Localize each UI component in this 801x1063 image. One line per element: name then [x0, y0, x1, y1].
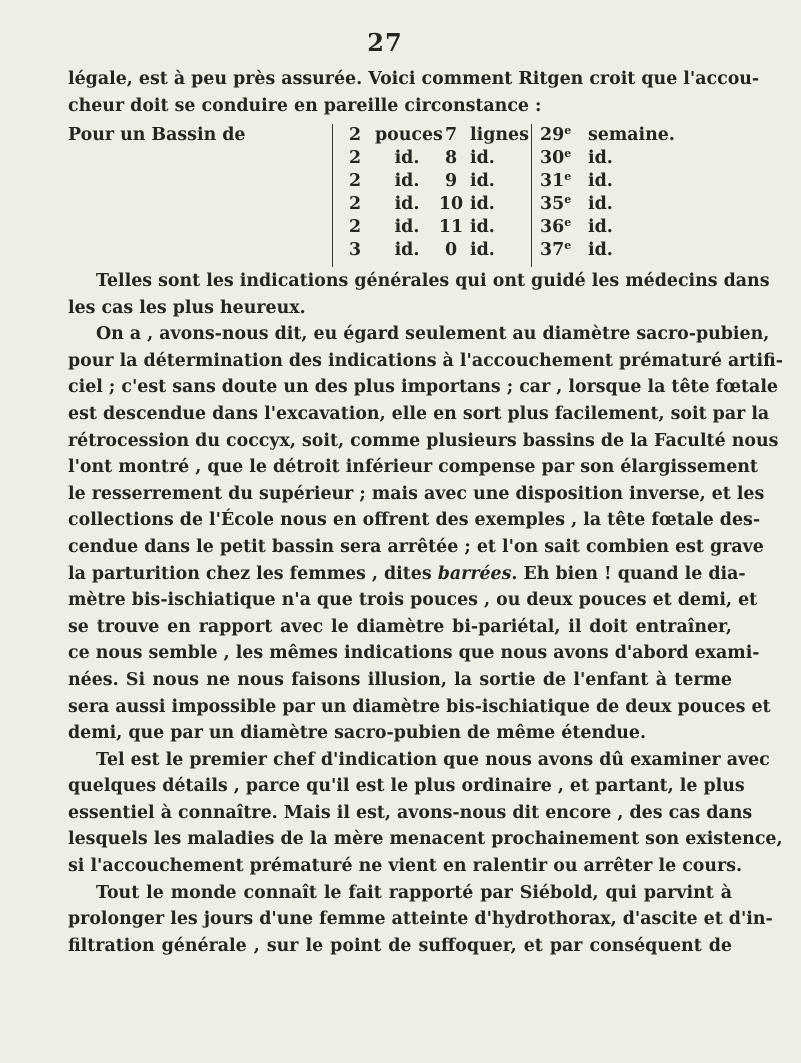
- pouces-value: 2: [348, 217, 362, 237]
- table-row: [532, 147, 732, 170]
- text-line: rétrocession du coccyx, soit, comme plusieurs bassins de la Faculté nous: [68, 430, 779, 451]
- text-line: sera aussi impossible par un diamètre bis-ischiatique de deux pouces et: [68, 696, 771, 717]
- pouces-unit: id.: [394, 171, 420, 191]
- table-row: [532, 239, 732, 262]
- pouces-value: 3: [348, 240, 362, 260]
- week-value: 30e: [540, 147, 572, 168]
- emphasis: barrées: [437, 563, 512, 584]
- week-unit: id.: [588, 148, 613, 168]
- table-row: [532, 193, 732, 216]
- week-unit: semaine.: [588, 125, 675, 145]
- pouces-unit: id.: [394, 148, 420, 168]
- text-line: ce nous semble , les mêmes indications que nous avons d'abord exami-: [68, 643, 760, 664]
- text-line: collections de l'École nous en offrent des exemples , la tête fœtale des-: [68, 510, 761, 531]
- week-unit: id.: [588, 240, 613, 260]
- table-row: [532, 170, 732, 193]
- text-line: cheur doit se conduire en pareille circonstance :: [68, 95, 542, 116]
- text-line: ciel ; c'est sans doute un des plus importans ; car , lorsque la tête fœtale: [68, 377, 778, 398]
- pouces-unit: id.: [394, 194, 420, 214]
- week-unit: id.: [588, 194, 613, 214]
- table-row: [532, 216, 732, 239]
- text-line: prolonger les jours d'une femme atteinte d'hydrothorax, d'ascite et d'in-: [68, 909, 773, 930]
- pouces-value: 2: [348, 171, 362, 191]
- text-line: Tout le monde connaît le fait rapporté par Siébold, qui parvint à: [96, 882, 732, 903]
- text-line: On a , avons-nous dit, eu égard seulement au diamètre sacro-pubien,: [96, 324, 770, 345]
- pouces-unit: pouces: [375, 125, 443, 145]
- text-line: lesquels les maladies de la mère menacent prochainement son existence,: [68, 829, 783, 850]
- pouces-unit: id.: [394, 217, 420, 237]
- text-line: Telles sont les indications générales qui ont guidé les médecins dans: [96, 271, 770, 291]
- lignes-value: 9: [444, 171, 458, 191]
- intro-paragraph: [68, 66, 760, 119]
- week-value: 36e: [540, 216, 572, 237]
- page-number: 27: [367, 28, 403, 57]
- text-line: l'ont montré , que le détroit inférieur compense par son élargissement: [68, 457, 758, 478]
- week-value: 37e: [540, 239, 572, 260]
- pouces-unit: id.: [394, 240, 420, 260]
- text-line: demi, que par un diamètre sacro-pubien de même étendue.: [68, 723, 647, 744]
- text-line: la parturition chez les femmes , dites barrées. Eh bien ! quand le dia-: [68, 563, 746, 584]
- body-paragraphs: [68, 268, 783, 959]
- lignes-value: 10: [438, 194, 464, 214]
- pouces-value: 2: [348, 194, 362, 214]
- lignes-value: 7: [444, 125, 458, 145]
- lignes-unit: id.: [470, 171, 495, 191]
- lignes-value: 8: [444, 148, 458, 168]
- lignes-unit: id.: [470, 240, 495, 260]
- text-line: le resserrement du supérieur ; mais avec une disposition inverse, et les: [68, 483, 765, 504]
- text-line: pour la détermination des indications à l'accouchement prématuré artifi-: [68, 350, 783, 371]
- pouces-value: 2: [348, 148, 362, 168]
- text-line: Tel est le premier chef d'indication que nous avons dû examiner avec: [96, 749, 770, 770]
- text-line: essentiel à connaître. Mais il est, avons-nous dit encore , des cas dans: [68, 802, 753, 823]
- pouces-value: 2: [348, 125, 362, 145]
- week-value: 35e: [540, 193, 572, 214]
- table-label: Pour un Bassin de: [68, 125, 246, 145]
- text-line: nées. Si nous ne nous faisons illusion, la sortie de l'enfant à terme: [68, 669, 732, 690]
- lignes-value: 11: [438, 217, 464, 237]
- text-line: est descendue dans l'excavation, elle en sort plus facilement, soit par la: [68, 403, 770, 424]
- text-line: mètre bis-ischiatique n'a que trois pouces , ou deux pouces et demi, et: [68, 590, 758, 611]
- week-unit: id.: [588, 217, 613, 237]
- text-line: quelques détails , parce qu'il est le plus ordinaire , et partant, le plus: [68, 776, 745, 797]
- week-value: 29e: [540, 124, 572, 145]
- text-line: se trouve en rapport avec le diamètre bi-pariétal, il doit entraîner,: [68, 616, 732, 637]
- lignes-unit: id.: [470, 148, 495, 168]
- lignes-unit: id.: [470, 217, 495, 237]
- text-line: légale, est à peu près assurée. Voici comment Ritgen croit que l'accou-: [68, 69, 760, 89]
- text-line: si l'accouchement prématuré ne vient en ralentir ou arrêter le cours.: [68, 856, 743, 877]
- lignes-value: 0: [444, 240, 458, 260]
- text-line: les cas les plus heureux.: [68, 297, 306, 318]
- text-line: cendue dans le petit bassin sera arrêtée ; et l'on sait combien est grave: [68, 536, 764, 557]
- week-column: [531, 124, 732, 267]
- table-row: [532, 124, 732, 147]
- week-value: 31e: [540, 170, 572, 191]
- week-unit: id.: [588, 171, 613, 191]
- text-line: filtration générale , sur le point de suffoquer, et par conséquent de: [68, 935, 732, 956]
- lignes-unit: lignes: [470, 125, 529, 145]
- lignes-unit: id.: [470, 194, 495, 214]
